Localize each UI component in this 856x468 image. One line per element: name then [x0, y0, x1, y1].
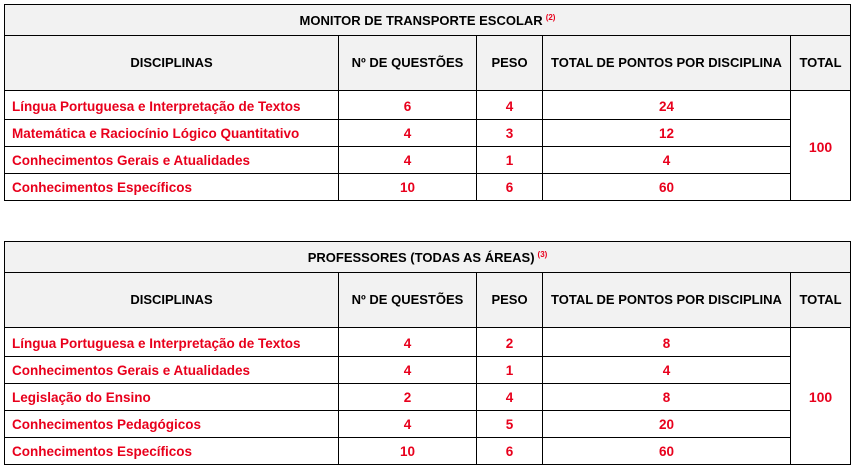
footnote-marker: (2) — [545, 12, 556, 22]
total-cell: 100 — [791, 91, 851, 201]
header-questoes: Nº DE QUESTÕES — [339, 273, 477, 328]
disciplina-cell: Legislação do Ensino — [5, 384, 339, 411]
exam-table-professores — [4, 241, 851, 465]
table-row — [5, 147, 851, 174]
peso-cell: 6 — [477, 174, 543, 201]
questoes-cell: 6 — [339, 91, 477, 120]
footnote-marker: (3) — [537, 249, 548, 259]
disciplina-cell: Matemática e Raciocínio Lógico Quantitativo — [5, 120, 339, 147]
peso-cell: 1 — [477, 147, 543, 174]
questoes-cell: 10 — [339, 174, 477, 201]
header-total: TOTAL — [791, 36, 851, 91]
header-disciplinas: DISCIPLINAS — [5, 273, 339, 328]
table-row — [5, 357, 851, 384]
header-disciplinas: DISCIPLINAS — [5, 36, 339, 91]
disciplina-cell: Conhecimentos Específicos — [5, 438, 339, 465]
table-title — [5, 5, 851, 36]
header-questoes: Nº DE QUESTÕES — [339, 36, 477, 91]
pontos-cell: 12 — [543, 120, 791, 147]
disciplina-cell: Conhecimentos Gerais e Atualidades — [5, 357, 339, 384]
questoes-cell: 4 — [339, 411, 477, 438]
header-pontos: TOTAL DE PONTOS POR DISCIPLINA — [543, 36, 791, 91]
disciplina-cell: Língua Portuguesa e Interpretação de Textos — [5, 328, 339, 357]
questoes-cell: 4 — [339, 357, 477, 384]
pontos-cell: 60 — [543, 174, 791, 201]
exam-table-monitor — [4, 4, 851, 201]
pontos-cell: 60 — [543, 438, 791, 465]
table-row — [5, 120, 851, 147]
pontos-cell: 20 — [543, 411, 791, 438]
peso-cell: 4 — [477, 384, 543, 411]
peso-cell: 5 — [477, 411, 543, 438]
table-row — [5, 384, 851, 411]
questoes-cell: 4 — [339, 328, 477, 357]
table-row — [5, 438, 851, 465]
disciplina-cell: Conhecimentos Gerais e Atualidades — [5, 147, 339, 174]
peso-cell: 4 — [477, 91, 543, 120]
questoes-cell: 10 — [339, 438, 477, 465]
header-peso: PESO — [477, 36, 543, 91]
disciplina-cell: Língua Portuguesa e Interpretação de Textos — [5, 91, 339, 120]
peso-cell: 3 — [477, 120, 543, 147]
pontos-cell: 4 — [543, 357, 791, 384]
pontos-cell: 8 — [543, 328, 791, 357]
total-cell: 100 — [791, 328, 851, 465]
peso-cell: 6 — [477, 438, 543, 465]
peso-cell: 1 — [477, 357, 543, 384]
questoes-cell: 4 — [339, 120, 477, 147]
table-row — [5, 328, 851, 357]
table-title — [5, 242, 851, 273]
table-row — [5, 174, 851, 201]
header-peso: PESO — [477, 273, 543, 328]
pontos-cell: 8 — [543, 384, 791, 411]
questoes-cell: 2 — [339, 384, 477, 411]
table-row — [5, 91, 851, 120]
table-title-text: MONITOR DE TRANSPORTE ESCOLAR — [299, 12, 543, 28]
table-row — [5, 411, 851, 438]
header-pontos: TOTAL DE PONTOS POR DISCIPLINA — [543, 273, 791, 328]
questoes-cell: 4 — [339, 147, 477, 174]
pontos-cell: 24 — [543, 91, 791, 120]
table-title-text: PROFESSORES (TODAS AS ÁREAS) — [307, 249, 535, 265]
disciplina-cell: Conhecimentos Pedagógicos — [5, 411, 339, 438]
disciplina-cell: Conhecimentos Específicos — [5, 174, 339, 201]
pontos-cell: 4 — [543, 147, 791, 174]
header-total: TOTAL — [791, 273, 851, 328]
peso-cell: 2 — [477, 328, 543, 357]
